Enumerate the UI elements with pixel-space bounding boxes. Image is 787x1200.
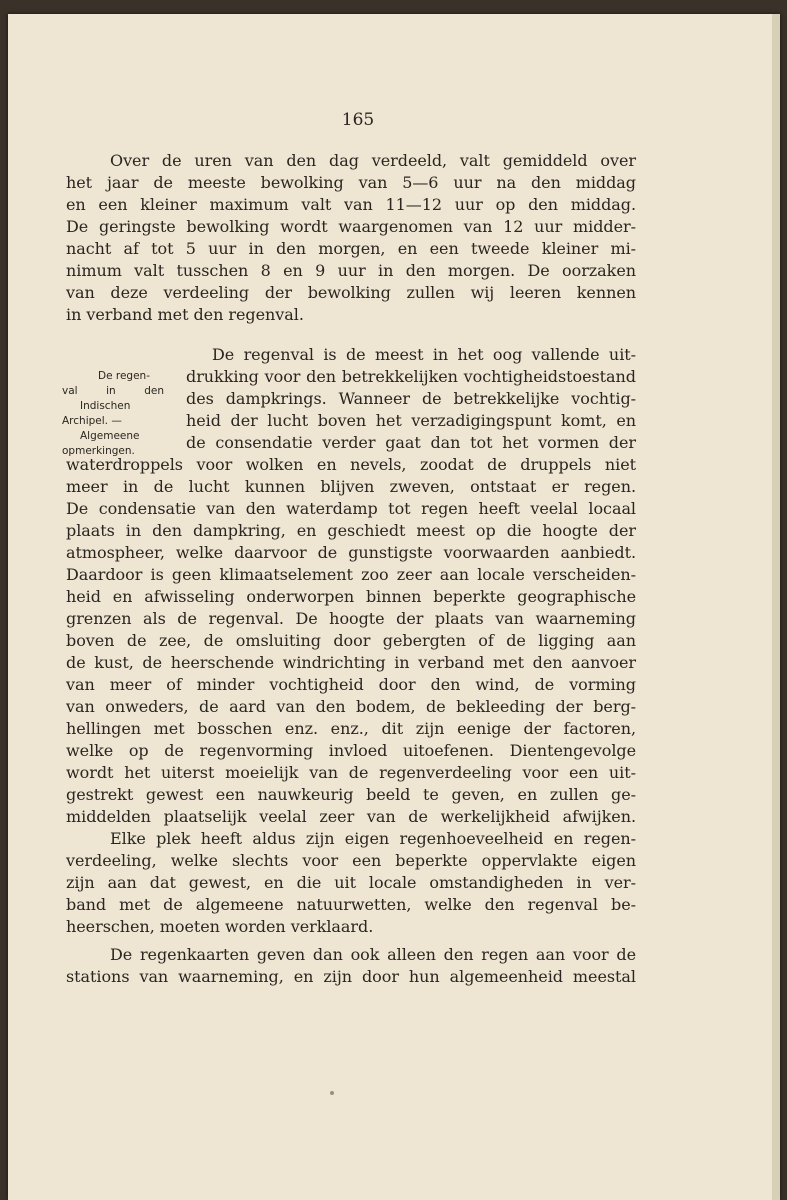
text-line: De condensatie van den waterdamp tot regen heeft veelal locaal bbox=[66, 499, 636, 518]
text-line: van deze verdeeling der bewolking zullen wij leeren kennen bbox=[66, 283, 636, 302]
text-line: band met de algemeene natuurwetten, welke den regenval be- bbox=[66, 895, 636, 914]
text-line: van onweders, de aard van den bodem, de bekleeding der berg- bbox=[66, 697, 636, 716]
margin-note-line: Algemeene bbox=[80, 430, 140, 442]
page-edge bbox=[772, 14, 780, 1200]
text-line: waterdroppels voor wolken en nevels, zoodat de druppels niet bbox=[66, 455, 636, 474]
text-line: boven de zee, de omsluiting door gebergten of de ligging aan bbox=[66, 631, 636, 650]
text-line: meer in de lucht kunnen blijven zweven, ontstaat er regen. bbox=[66, 477, 636, 496]
margin-note-line: Archipel. — bbox=[62, 415, 122, 427]
text-line: nacht af tot 5 uur in den morgen, en een tweede kleiner mi- bbox=[66, 239, 636, 258]
margin-note-line: Indischen bbox=[80, 400, 131, 412]
text-line: des dampkrings. Wanneer de betrekkelijke vochtig- bbox=[186, 389, 636, 408]
text-line: in verband met den regenval. bbox=[66, 305, 304, 324]
text-line: drukking voor den betrekkelijken vochtigheidstoestand bbox=[186, 367, 636, 386]
text-line: verdeeling, welke slechts voor een beperkte oppervlakte eigen bbox=[66, 851, 636, 870]
text-line: heid der lucht boven het verzadigingspunt komt, en bbox=[186, 411, 636, 430]
text-line: De geringste bewolking wordt waargenomen van 12 uur midder- bbox=[66, 217, 636, 236]
text-line: stations van waarneming, en zijn door hun algemeenheid meestal bbox=[66, 967, 636, 986]
paper-speck bbox=[330, 1091, 334, 1095]
text-line: atmospheer, welke daarvoor de gunstigste voorwaarden aanbiedt. bbox=[66, 543, 636, 562]
text-line: Daardoor is geen klimaatselement zoo zeer aan locale verscheiden- bbox=[66, 565, 636, 584]
text-line: en een kleiner maximum valt van 11—12 uur op den middag. bbox=[66, 195, 636, 214]
text-line: nimum valt tusschen 8 en 9 uur in den morgen. De oorzaken bbox=[66, 261, 636, 280]
margin-note-line: opmerkingen. bbox=[62, 445, 135, 457]
text-line: gestrekt gewest een nauwkeurig beeld te geven, en zullen ge- bbox=[66, 785, 636, 804]
text-line: het jaar de meeste bewolking van 5—6 uur na den middag bbox=[66, 173, 636, 192]
text-line: heid en afwisseling onderworpen binnen beperkte geographische bbox=[66, 587, 636, 606]
text-line: wordt het uiterst moeielijk van de regenverdeeling voor een uit- bbox=[66, 763, 636, 782]
text-line: heerschen, moeten worden verklaard. bbox=[66, 917, 374, 936]
text-line: grenzen als de regenval. De hoogte der plaats van waarneming bbox=[66, 609, 636, 628]
margin-note-line: val in den bbox=[62, 385, 164, 397]
text-line: de kust, de heerschende windrichting in verband met den aanvoer bbox=[66, 653, 636, 672]
text-line: De regenkaarten geven dan ook alleen den regen aan voor de bbox=[110, 945, 636, 964]
text-line: zijn aan dat gewest, en die uit locale omstandigheden in ver- bbox=[66, 873, 636, 892]
text-line: De regenval is de meest in het oog vallende uit- bbox=[212, 345, 636, 364]
text-line: Elke plek heeft aldus zijn eigen regenhoeveelheid en regen- bbox=[110, 829, 636, 848]
text-line: van meer of minder vochtigheid door den wind, de vorming bbox=[66, 675, 636, 694]
book-page bbox=[8, 14, 780, 1200]
paragraph-bewolking bbox=[66, 150, 636, 326]
text-line: de consendatie verder gaat dan tot het vormen der bbox=[186, 433, 636, 452]
text-line: Over de uren van den dag verdeeld, valt gemiddeld over bbox=[110, 151, 636, 170]
text-line: hellingen met bosschen enz. enz., dit zijn eenige der factoren, bbox=[66, 719, 636, 738]
text-line: plaats in den dampkring, en geschiedt meest op die hoogte der bbox=[66, 521, 636, 540]
text-line: middelden plaatselijk veelal zeer van de werkelijkheid afwijken. bbox=[66, 807, 636, 826]
page-number: 165 bbox=[341, 110, 375, 130]
paragraph-gap bbox=[66, 326, 636, 344]
margin-note-line: De regen- bbox=[98, 370, 150, 382]
paragraph-regenval bbox=[66, 344, 636, 828]
paragraph-regenkaarten bbox=[66, 944, 636, 988]
paragraph-plek bbox=[66, 828, 636, 938]
text-line: welke op de regenvorming invloed uitoefenen. Dientengevolge bbox=[66, 741, 636, 760]
body-text bbox=[66, 150, 636, 988]
